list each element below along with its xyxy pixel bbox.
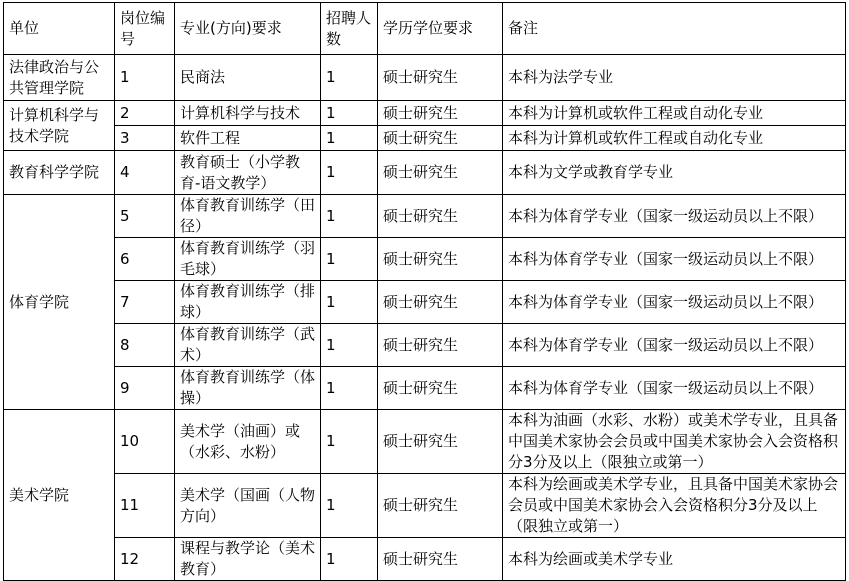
note-cell: 本科为体育学专业（国家一级运动员以上不限）: [503, 195, 846, 238]
count-cell: 1: [321, 101, 378, 126]
table-row: [4, 238, 846, 281]
major-cell: 体育教育训练学（羽毛球）: [175, 238, 321, 281]
table-row: [4, 538, 846, 581]
degree-cell: 硕士研究生: [378, 324, 503, 367]
count-cell: 1: [321, 474, 378, 538]
count-cell: 1: [321, 538, 378, 581]
table-row: [4, 324, 846, 367]
major-cell: 课程与教学论（美术教育）: [175, 538, 321, 581]
post-no-cell: 5: [115, 195, 175, 238]
header-row: [4, 3, 846, 55]
recruitment-table: [3, 2, 846, 581]
count-cell: 1: [321, 410, 378, 474]
count-cell: 1: [321, 324, 378, 367]
note-cell: 本科为文学或教育学专业: [503, 151, 846, 195]
post-no-cell: 7: [115, 281, 175, 324]
note-cell: 本科为计算机或软件工程或自动化专业: [503, 101, 846, 126]
unit-cell: 美术学院: [4, 410, 115, 581]
note-cell: 本科为体育学专业（国家一级运动员以上不限）: [503, 281, 846, 324]
table-row: [4, 474, 846, 538]
table-row: [4, 101, 846, 126]
note-cell: 本科为体育学专业（国家一级运动员以上不限）: [503, 238, 846, 281]
post-no-cell: 1: [115, 55, 175, 101]
count-cell: 1: [321, 55, 378, 101]
header-count: 招聘人数: [321, 3, 378, 55]
count-cell: 1: [321, 367, 378, 410]
note-cell: 本科为油画（水彩、水粉）或美术学专业，且具备中国美术家协会会员或中国美术家协会入会资格积分3分及以上（限独立或第一）: [503, 410, 846, 474]
degree-cell: 硕士研究生: [378, 281, 503, 324]
post-no-cell: 8: [115, 324, 175, 367]
unit-cell: 教育科学学院: [4, 151, 115, 195]
header-degree: 学历学位要求: [378, 3, 503, 55]
degree-cell: 硕士研究生: [378, 126, 503, 151]
note-cell: 本科为计算机或软件工程或自动化专业: [503, 126, 846, 151]
degree-cell: 硕士研究生: [378, 367, 503, 410]
note-cell: 本科为体育学专业（国家一级运动员以上不限）: [503, 324, 846, 367]
count-cell: 1: [321, 195, 378, 238]
degree-cell: 硕士研究生: [378, 410, 503, 474]
note-cell: 本科为绘画或美术学专业，且具备中国美术家协会会员或中国美术家协会入会资格积分3分及以上（限独立或第一）: [503, 474, 846, 538]
major-cell: 美术学（国画（人物方向）: [175, 474, 321, 538]
post-no-cell: 4: [115, 151, 175, 195]
note-cell: 本科为绘画或美术学专业: [503, 538, 846, 581]
unit-cell: 计算机科学与技术学院: [4, 101, 115, 151]
post-no-cell: 2: [115, 101, 175, 126]
major-cell: 软件工程: [175, 126, 321, 151]
major-cell: 民商法: [175, 55, 321, 101]
post-no-cell: 9: [115, 367, 175, 410]
degree-cell: 硕士研究生: [378, 238, 503, 281]
major-cell: 体育教育训练学（体操）: [175, 367, 321, 410]
unit-cell: 法律政治与公共管理学院: [4, 55, 115, 101]
header-post-no: 岗位编号: [115, 3, 175, 55]
table-row: [4, 410, 846, 474]
major-cell: 体育教育训练学（排球）: [175, 281, 321, 324]
table-row: [4, 281, 846, 324]
major-cell: 美术学（油画）或（水彩、水粉）: [175, 410, 321, 474]
post-no-cell: 10: [115, 410, 175, 474]
post-no-cell: 3: [115, 126, 175, 151]
degree-cell: 硕士研究生: [378, 538, 503, 581]
major-cell: 体育教育训练学（武术）: [175, 324, 321, 367]
major-cell: 体育教育训练学（田径）: [175, 195, 321, 238]
degree-cell: 硕士研究生: [378, 474, 503, 538]
header-major: 专业(方向)要求: [175, 3, 321, 55]
header-unit: 单位: [4, 3, 115, 55]
post-no-cell: 6: [115, 238, 175, 281]
major-cell: 计算机科学与技术: [175, 101, 321, 126]
count-cell: 1: [321, 238, 378, 281]
degree-cell: 硕士研究生: [378, 55, 503, 101]
count-cell: 1: [321, 126, 378, 151]
post-no-cell: 12: [115, 538, 175, 581]
count-cell: 1: [321, 281, 378, 324]
table-row: [4, 126, 846, 151]
unit-cell: 体育学院: [4, 195, 115, 410]
major-cell: 教育硕士（小学教育-语文教学）: [175, 151, 321, 195]
table-row: [4, 55, 846, 101]
table-row: [4, 151, 846, 195]
table-row: [4, 195, 846, 238]
note-cell: 本科为体育学专业（国家一级运动员以上不限）: [503, 367, 846, 410]
table-row: [4, 367, 846, 410]
header-note: 备注: [503, 3, 846, 55]
degree-cell: 硕士研究生: [378, 151, 503, 195]
post-no-cell: 11: [115, 474, 175, 538]
count-cell: 1: [321, 151, 378, 195]
degree-cell: 硕士研究生: [378, 195, 503, 238]
degree-cell: 硕士研究生: [378, 101, 503, 126]
note-cell: 本科为法学专业: [503, 55, 846, 101]
